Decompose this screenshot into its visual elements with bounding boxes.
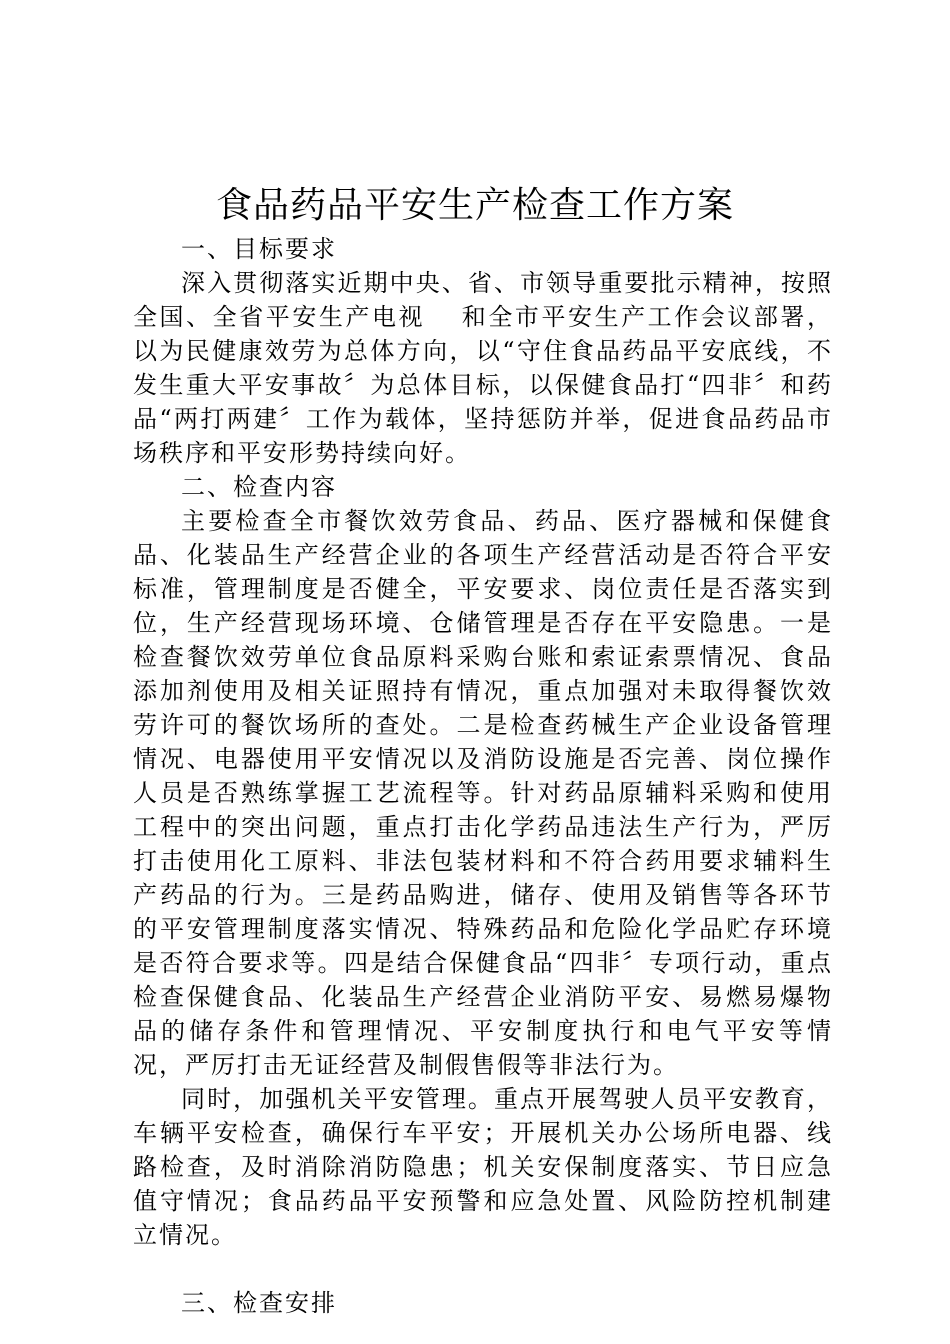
paragraph-goals: 深入贯彻落实近期中央、省、市领导重要批示精神，按照全国、全省平安生产电视 和全市平安生产工作会议部署，以为民健康效劳为总体方向，以“守住食品药品平安底线，不发生重大平安事故〞为总体目标，以保健食品打“四非〞和药品“两打两建〞工作为载体，坚持惩防并举，促进食品药品市场秩序和平安形势持续向好。 xyxy=(133,269,833,467)
section-heading-inspection-content: 二、检查内容 xyxy=(181,473,337,501)
paragraph-inspection-content: 主要检查全市餐饮效劳食品、药品、医疗器械和保健食品、化装品生产经营企业的各项生产经营活动是否符合平安标准，管理制度是否健全，平安要求、岗位责任是否落实到位，生产经营现场环境、仓储管理是否存在平安隐患。一是检查餐饮效劳单位食品原料采购台账和索证索票情况、食品添加剂使用及相关证照持有情况，重点加强对未取得餐饮效劳许可的餐饮场所的查处。二是检查药械生产企业设备管理情况、电器使用平安情况以及消防设施是否完善、岗位操作人员是否熟练掌握工艺流程等。针对药品原辅料采购和使用工程中的突出问题，重点打击化学药品违法生产行为，严厉打击使用化工原料、非法包装材料和不符合药用要求辅料生产药品的行为。三是药品购进，储存、使用及销售等各环节的平安管理制度落实情况、特殊药品和危险化学品贮存环境是否符合要求等。四是结合保健食品“四非〞专项行动，重点检查保健食品、化装品生产经营企业消防平安、易燃易爆物品的储存条件和管理情况、平安制度执行和电气平安等情况，严厉打击无证经营及制假售假等非法行为。 xyxy=(133,507,833,1079)
paragraph-agency-safety: 同时，加强机关平安管理。重点开展驾驶人员平安教育，车辆平安检查，确保行车平安；开展机关办公场所电器、线路检查，及时消除消防隐患；机关安保制度落实、节日应急值守情况；食品药品平安预警和应急处置、风险防控机制建立情况。 xyxy=(133,1085,833,1249)
section-heading-goals: 一、目标要求 xyxy=(181,235,337,263)
paragraph-spacer xyxy=(133,1252,833,1286)
document-title: 食品药品平安生产检查工作方案 xyxy=(215,185,734,226)
document-body xyxy=(133,232,833,1320)
section-heading-inspection-schedule: 三、检查安排 xyxy=(181,1289,337,1317)
